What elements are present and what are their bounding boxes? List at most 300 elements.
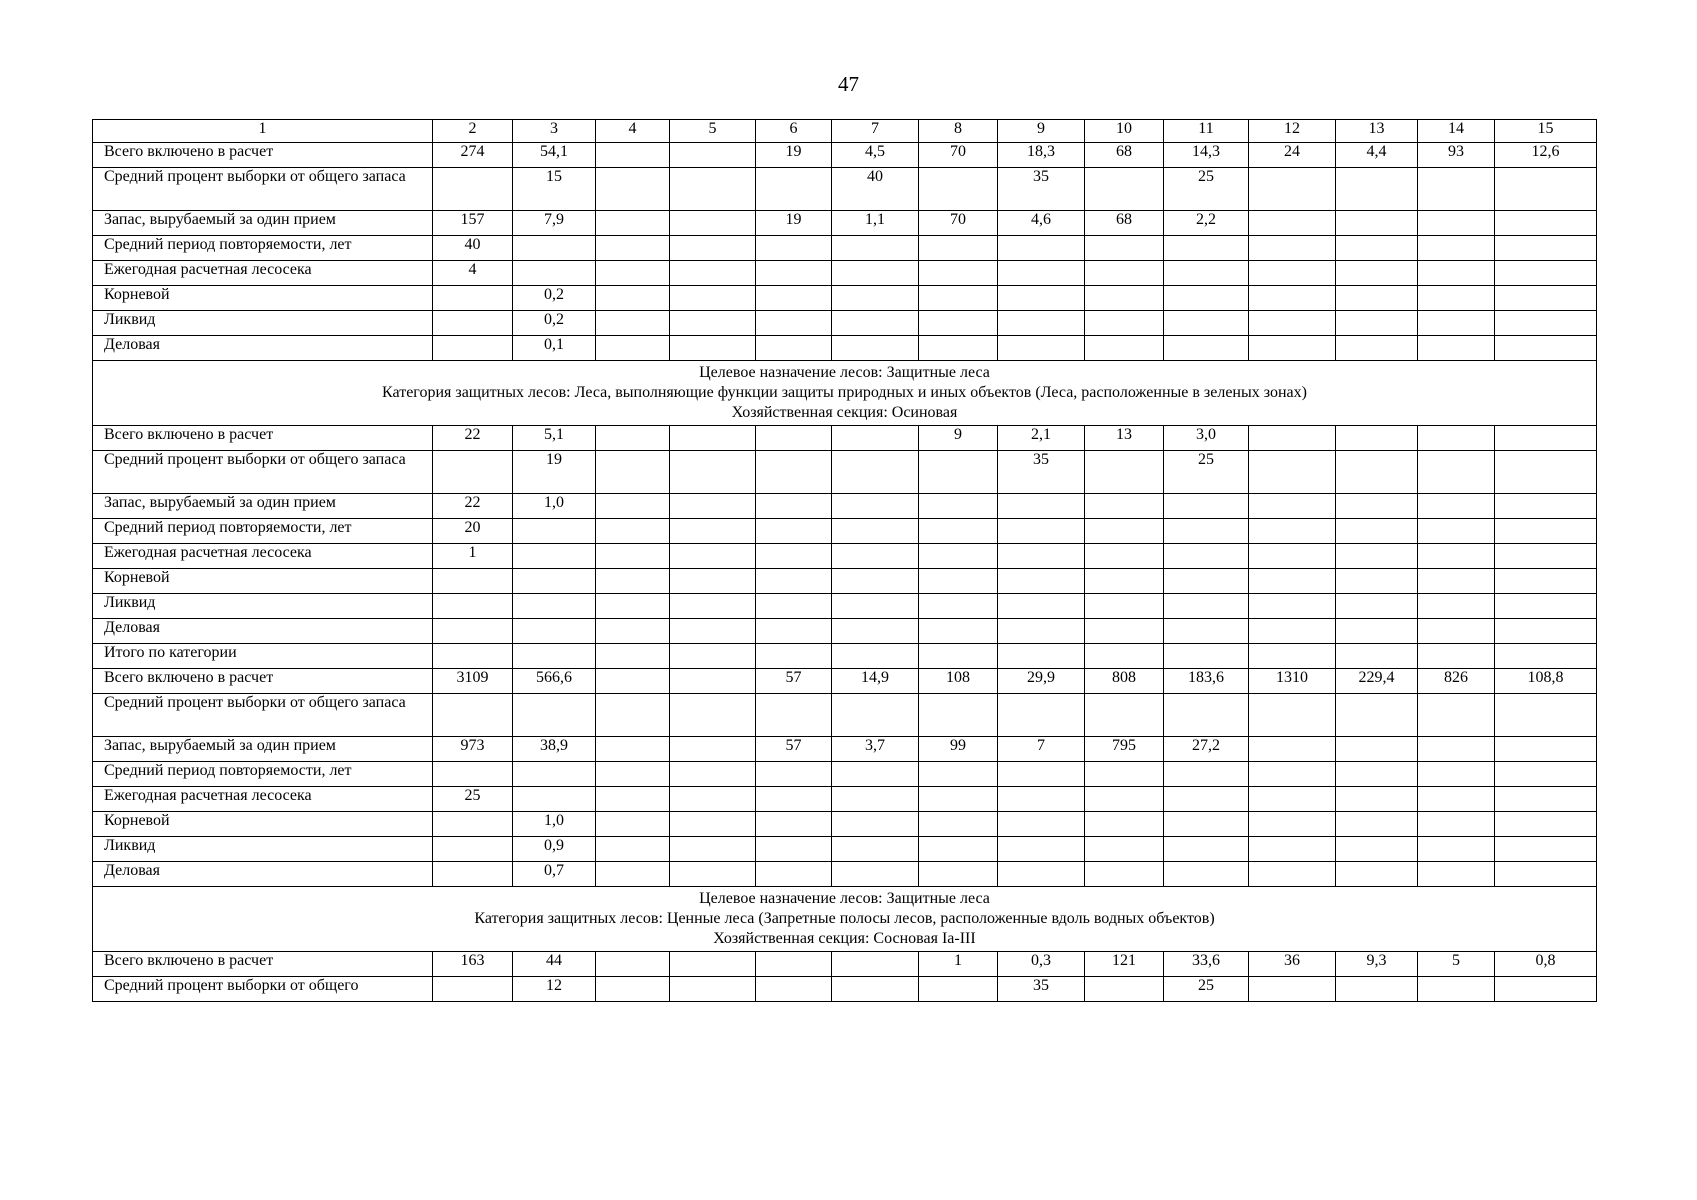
table-cell: [1249, 787, 1336, 812]
table-cell: [919, 168, 998, 211]
table-cell: 99: [919, 737, 998, 762]
table-cell: [1085, 494, 1164, 519]
table-cell: [1418, 311, 1495, 336]
table-cell: [433, 619, 513, 644]
table-cell: [832, 236, 919, 261]
table-cell: [670, 336, 756, 361]
table-cell: [1085, 862, 1164, 887]
table-cell: [1495, 737, 1597, 762]
table-row: [93, 737, 1597, 762]
row-label: Ликвид: [93, 311, 433, 336]
table-cell: [1418, 494, 1495, 519]
column-number-cell: 2: [433, 120, 513, 143]
table-cell: [433, 594, 513, 619]
table-cell: 15: [513, 168, 596, 211]
table-cell: [1249, 737, 1336, 762]
table-cell: [1418, 168, 1495, 211]
table-cell: 19: [756, 143, 832, 168]
table-cell: [998, 261, 1085, 286]
table-cell: [1418, 426, 1495, 451]
row-label: Всего включено в расчет: [93, 952, 433, 977]
table-cell: [670, 143, 756, 168]
table-cell: [670, 544, 756, 569]
table-cell: [1249, 619, 1336, 644]
section-header-cell: [93, 887, 1597, 952]
table-cell: [998, 694, 1085, 737]
table-cell: 13: [1085, 426, 1164, 451]
table-cell: [919, 812, 998, 837]
table-body: [93, 120, 1597, 1002]
table-cell: [596, 426, 670, 451]
table-cell: [670, 236, 756, 261]
table-row: [93, 494, 1597, 519]
table-cell: [433, 837, 513, 862]
table-cell: [1418, 544, 1495, 569]
table-cell: [1164, 644, 1249, 669]
column-number-cell: 4: [596, 120, 670, 143]
table-cell: [1336, 977, 1418, 1002]
table-cell: [1495, 594, 1597, 619]
table-cell: [1418, 977, 1495, 1002]
table-cell: [998, 862, 1085, 887]
table-cell: 44: [513, 952, 596, 977]
table-cell: [596, 619, 670, 644]
table-cell: [998, 494, 1085, 519]
table-cell: [1164, 694, 1249, 737]
table-row: [93, 594, 1597, 619]
table-cell: [596, 952, 670, 977]
table-cell: [756, 494, 832, 519]
table-cell: [513, 644, 596, 669]
table-cell: [596, 737, 670, 762]
table-cell: [832, 644, 919, 669]
table-row: [93, 862, 1597, 887]
table-cell: 229,4: [1336, 669, 1418, 694]
table-cell: 54,1: [513, 143, 596, 168]
section-header-line: Целевое назначение лесов: Защитные леса: [699, 364, 990, 381]
table-cell: [433, 812, 513, 837]
table-cell: [670, 837, 756, 862]
table-cell: [1085, 168, 1164, 211]
table-cell: [596, 569, 670, 594]
table-cell: 22: [433, 494, 513, 519]
table-cell: [998, 644, 1085, 669]
table-cell: [1164, 236, 1249, 261]
table-cell: [1164, 594, 1249, 619]
row-label: Деловая: [93, 862, 433, 887]
table-cell: [513, 236, 596, 261]
table-cell: [1085, 286, 1164, 311]
table-cell: [1164, 762, 1249, 787]
column-number-cell: 11: [1164, 120, 1249, 143]
table-cell: [756, 952, 832, 977]
table-cell: [998, 762, 1085, 787]
row-label: Деловая: [93, 336, 433, 361]
table-cell: 0,7: [513, 862, 596, 887]
table-cell: [1495, 812, 1597, 837]
table-cell: [1164, 519, 1249, 544]
table-row: [93, 669, 1597, 694]
table-cell: [1495, 644, 1597, 669]
page-number: 47: [838, 72, 859, 96]
table-cell: [756, 544, 832, 569]
table-cell: [756, 977, 832, 1002]
section-header-line: Хозяйственная секция: Сосновая Iа-III: [713, 930, 976, 947]
table-cell: [1085, 694, 1164, 737]
table-cell: [756, 426, 832, 451]
table-cell: [670, 619, 756, 644]
table-cell: [1164, 569, 1249, 594]
table-cell: 0,8: [1495, 952, 1597, 977]
table-cell: 2,1: [998, 426, 1085, 451]
table-cell: [1085, 644, 1164, 669]
table-cell: [1085, 787, 1164, 812]
table-cell: [756, 594, 832, 619]
table-cell: [756, 619, 832, 644]
table-cell: [1249, 168, 1336, 211]
table-cell: [433, 644, 513, 669]
table-cell: 68: [1085, 211, 1164, 236]
table-cell: 1: [433, 544, 513, 569]
table-cell: [756, 569, 832, 594]
table-cell: 163: [433, 952, 513, 977]
table-row: [93, 837, 1597, 862]
table-cell: [832, 594, 919, 619]
table-cell: [832, 426, 919, 451]
table-cell: [1249, 569, 1336, 594]
table-row: [93, 451, 1597, 494]
table-cell: [1418, 762, 1495, 787]
table-cell: 4: [433, 261, 513, 286]
table-cell: [1336, 837, 1418, 862]
table-cell: [1249, 336, 1336, 361]
section-header-line: Категория защитных лесов: Ценные леса (Запретные полосы лесов, расположенные вдоль водных объектов): [474, 910, 1215, 927]
table-cell: [1418, 261, 1495, 286]
table-cell: 27,2: [1164, 737, 1249, 762]
table-cell: [1085, 451, 1164, 494]
table-cell: [1085, 569, 1164, 594]
table-cell: [1495, 286, 1597, 311]
column-number-cell: 12: [1249, 120, 1336, 143]
table-cell: [1164, 619, 1249, 644]
table-cell: [670, 261, 756, 286]
table-cell: [919, 494, 998, 519]
row-label: Итого по категории: [93, 644, 433, 669]
table-cell: [919, 311, 998, 336]
table-cell: [670, 952, 756, 977]
table-cell: [1495, 426, 1597, 451]
table-cell: [596, 669, 670, 694]
table-cell: [1418, 236, 1495, 261]
table-cell: [1495, 619, 1597, 644]
table-cell: [596, 168, 670, 211]
table-cell: 1310: [1249, 669, 1336, 694]
table-cell: [1085, 812, 1164, 837]
table-row: [93, 762, 1597, 787]
table-cell: [1336, 519, 1418, 544]
table-cell: [919, 519, 998, 544]
table-cell: [1336, 544, 1418, 569]
table-cell: [670, 812, 756, 837]
table-cell: 1,0: [513, 812, 596, 837]
table-cell: 24: [1249, 143, 1336, 168]
table-cell: [596, 694, 670, 737]
table-cell: 4,5: [832, 143, 919, 168]
table-cell: [919, 544, 998, 569]
table-cell: [670, 286, 756, 311]
table-cell: 108,8: [1495, 669, 1597, 694]
table-cell: [998, 286, 1085, 311]
table-cell: [832, 311, 919, 336]
table-cell: [670, 862, 756, 887]
table-cell: [513, 594, 596, 619]
table-cell: [433, 311, 513, 336]
table-cell: [1249, 211, 1336, 236]
table-cell: [596, 336, 670, 361]
row-label: Корневой: [93, 569, 433, 594]
table-cell: [1418, 812, 1495, 837]
table-cell: [919, 862, 998, 887]
table-cell: 36: [1249, 952, 1336, 977]
table-cell: [832, 862, 919, 887]
table-cell: [433, 862, 513, 887]
table-row: [93, 952, 1597, 977]
table-cell: [756, 519, 832, 544]
table-cell: [998, 236, 1085, 261]
table-cell: [1336, 812, 1418, 837]
table-cell: [919, 762, 998, 787]
table-cell: 40: [433, 236, 513, 261]
table-cell: 12,6: [1495, 143, 1597, 168]
table-cell: [998, 336, 1085, 361]
table-row: [93, 311, 1597, 336]
row-label: Средний процент выборки от общего запаса: [93, 168, 433, 211]
table-cell: [1164, 544, 1249, 569]
table-cell: [1495, 977, 1597, 1002]
table-cell: [1495, 311, 1597, 336]
table-cell: [1336, 286, 1418, 311]
table-cell: 25: [1164, 977, 1249, 1002]
row-label: Корневой: [93, 286, 433, 311]
table-cell: [433, 694, 513, 737]
table-cell: [756, 311, 832, 336]
table-cell: [1418, 451, 1495, 494]
table-cell: [998, 837, 1085, 862]
table-cell: 14,9: [832, 669, 919, 694]
table-cell: 7: [998, 737, 1085, 762]
table-cell: [832, 494, 919, 519]
table-cell: [919, 336, 998, 361]
table-cell: [919, 261, 998, 286]
table-cell: [832, 837, 919, 862]
table-cell: [1249, 694, 1336, 737]
table-cell: 0,2: [513, 311, 596, 336]
table-cell: [1249, 762, 1336, 787]
table-cell: [1085, 236, 1164, 261]
table-row: [93, 644, 1597, 669]
table-cell: 70: [919, 143, 998, 168]
table-cell: [596, 977, 670, 1002]
row-label: Средний процент выборки от общего запаса: [93, 451, 433, 494]
table-cell: [1418, 737, 1495, 762]
table-cell: [919, 787, 998, 812]
table-cell: [998, 812, 1085, 837]
table-cell: [756, 812, 832, 837]
table-cell: [756, 168, 832, 211]
table-cell: [1336, 451, 1418, 494]
column-number-cell: 5: [670, 120, 756, 143]
table-cell: [832, 694, 919, 737]
table-cell: 40: [832, 168, 919, 211]
table-cell: 0,1: [513, 336, 596, 361]
table-cell: [1164, 787, 1249, 812]
table-cell: [1164, 494, 1249, 519]
table-cell: [1164, 336, 1249, 361]
table-cell: [433, 762, 513, 787]
table-cell: [756, 694, 832, 737]
row-label: Запас, вырубаемый за один прием: [93, 494, 433, 519]
table-cell: [998, 787, 1085, 812]
table-cell: 0,3: [998, 952, 1085, 977]
column-number-cell: 6: [756, 120, 832, 143]
section-header-row: [93, 361, 1597, 426]
table-cell: 808: [1085, 669, 1164, 694]
column-number-cell: 10: [1085, 120, 1164, 143]
table-cell: [756, 261, 832, 286]
column-number-cell: 14: [1418, 120, 1495, 143]
table-cell: [670, 644, 756, 669]
table-cell: 183,6: [1164, 669, 1249, 694]
column-number-cell: 7: [832, 120, 919, 143]
table-cell: [596, 762, 670, 787]
table-cell: [596, 544, 670, 569]
table-cell: 2,2: [1164, 211, 1249, 236]
table-cell: [513, 762, 596, 787]
table-cell: 25: [1164, 168, 1249, 211]
table-cell: [1164, 311, 1249, 336]
table-cell: [513, 694, 596, 737]
table-cell: [513, 261, 596, 286]
table-cell: [513, 544, 596, 569]
row-label: Ежегодная расчетная лесосека: [93, 261, 433, 286]
table-row: [93, 519, 1597, 544]
table-cell: [756, 451, 832, 494]
table-cell: [1085, 544, 1164, 569]
table-cell: [1164, 812, 1249, 837]
table-cell: [670, 519, 756, 544]
table-cell: [1249, 644, 1336, 669]
table-cell: [1336, 211, 1418, 236]
table-cell: [832, 762, 919, 787]
table-cell: [596, 494, 670, 519]
section-header-line: Хозяйственная секция: Осиновая: [731, 404, 958, 421]
table-cell: [832, 812, 919, 837]
table-cell: [1336, 619, 1418, 644]
table-cell: [1336, 168, 1418, 211]
table-cell: [1336, 311, 1418, 336]
table-cell: [919, 619, 998, 644]
table-cell: [1495, 451, 1597, 494]
table-cell: [1418, 519, 1495, 544]
table-row: [93, 236, 1597, 261]
table-cell: [1418, 787, 1495, 812]
table-cell: [1085, 977, 1164, 1002]
table-cell: [1085, 519, 1164, 544]
row-label: Средний процент выборки от общего запаса: [93, 694, 433, 737]
table-cell: [1495, 261, 1597, 286]
table-cell: [670, 669, 756, 694]
table-cell: 7,9: [513, 211, 596, 236]
table-cell: [1249, 286, 1336, 311]
table-cell: 108: [919, 669, 998, 694]
table-cell: 12: [513, 977, 596, 1002]
table-cell: 0,2: [513, 286, 596, 311]
table-cell: [1164, 837, 1249, 862]
table-cell: [1495, 494, 1597, 519]
row-label: Средний период повторяемости, лет: [93, 519, 433, 544]
table-cell: [513, 519, 596, 544]
table-cell: [670, 311, 756, 336]
table-cell: [832, 451, 919, 494]
table-cell: [513, 569, 596, 594]
table-cell: [596, 143, 670, 168]
table-cell: [1249, 812, 1336, 837]
table-cell: [670, 426, 756, 451]
table-cell: [433, 451, 513, 494]
table-cell: 274: [433, 143, 513, 168]
table-cell: 1,0: [513, 494, 596, 519]
section-header-line: Категория защитных лесов: Леса, выполняющие функции защиты природных и иных объектов (Леса, расположенные в зеленых зонах): [382, 384, 1307, 401]
table-cell: 1,1: [832, 211, 919, 236]
table-cell: [670, 977, 756, 1002]
table-cell: [832, 787, 919, 812]
table-cell: [1418, 837, 1495, 862]
table-cell: [919, 977, 998, 1002]
table-row: [93, 569, 1597, 594]
table-cell: 826: [1418, 669, 1495, 694]
table-cell: [1085, 311, 1164, 336]
table-cell: [1336, 336, 1418, 361]
row-label: Ликвид: [93, 594, 433, 619]
table-cell: [1336, 862, 1418, 887]
table-cell: [832, 261, 919, 286]
table-cell: [670, 762, 756, 787]
column-number-cell: 8: [919, 120, 998, 143]
table-cell: [998, 519, 1085, 544]
table-cell: [433, 168, 513, 211]
table-cell: 157: [433, 211, 513, 236]
table-cell: [596, 787, 670, 812]
table-cell: [832, 336, 919, 361]
table-row: [93, 619, 1597, 644]
table-cell: [596, 644, 670, 669]
table-cell: [1495, 168, 1597, 211]
table-cell: [1164, 261, 1249, 286]
table-cell: [1336, 762, 1418, 787]
table-cell: [1418, 336, 1495, 361]
table-cell: [919, 569, 998, 594]
forest-table: [92, 119, 1597, 1002]
table-row: [93, 211, 1597, 236]
row-label: Ежегодная расчетная лесосека: [93, 787, 433, 812]
table-cell: [832, 952, 919, 977]
table-cell: 57: [756, 669, 832, 694]
table-cell: [1249, 494, 1336, 519]
table-cell: [596, 594, 670, 619]
table-cell: [1336, 694, 1418, 737]
table-cell: [756, 336, 832, 361]
column-number-row: [93, 120, 1597, 143]
